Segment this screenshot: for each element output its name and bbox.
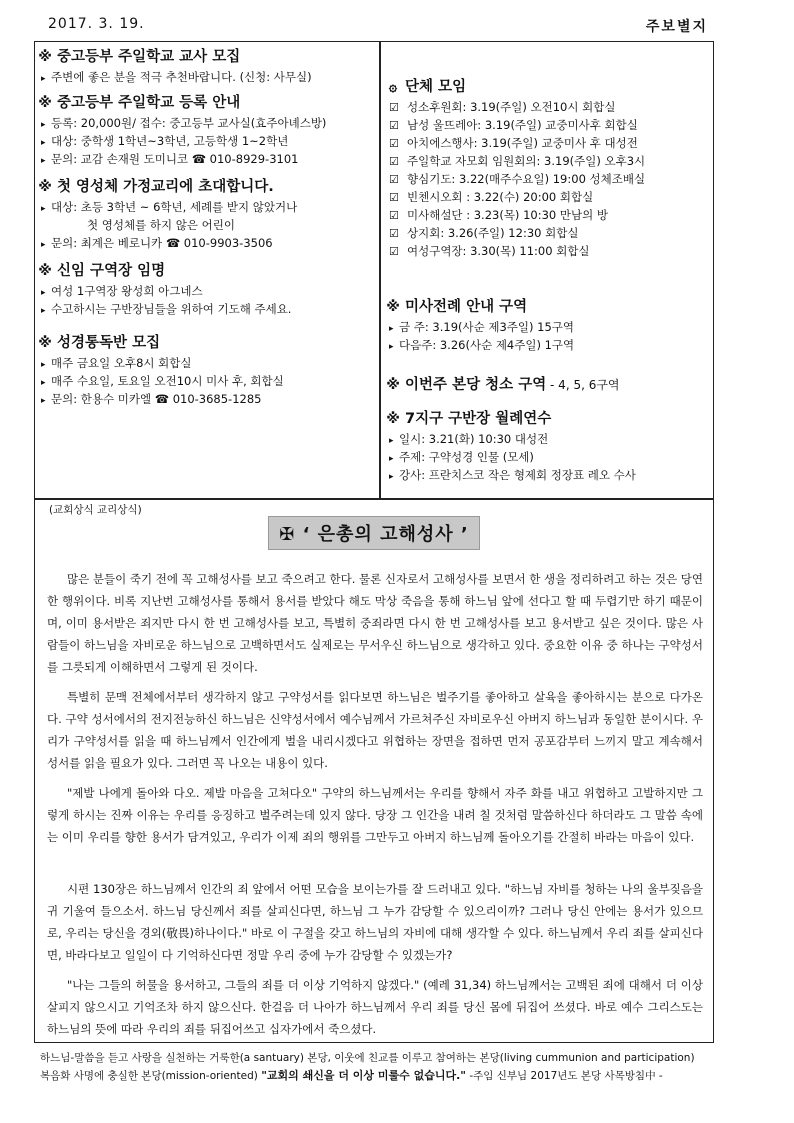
bullet-icon: ▸: [389, 342, 394, 352]
section-item: 빈첸시오회 : 3.22(수) 20:00 회합실: [407, 190, 594, 204]
column-divider: [379, 42, 381, 498]
section-item: 성소후원회: 3.19(주일) 오전10시 회합실: [407, 100, 616, 114]
checkmark-box-icon: ☑: [389, 155, 399, 168]
section-item: 상지회: 3.26(주일) 12:30 회합실: [407, 226, 579, 240]
catechism-label: (교회상식 교리상식): [49, 504, 142, 516]
section-item: 강사: 프란치스코 작은 형제회 정장표 레오 수사: [399, 468, 636, 482]
checkmark-box-icon: ☑: [389, 191, 399, 204]
section-item: 수고하시는 구반장님들을 위하여 기도해 주세요.: [51, 302, 292, 316]
section-divider: [35, 498, 713, 500]
section-item: 등록: 20,000원/ 접수: 중고등부 교사실(효주아녜스방): [51, 116, 327, 130]
article-title-wrap: [35, 516, 713, 550]
article-paragraph: 많은 분들이 죽기 전에 꼭 고해성사를 보고 죽으려고 한다. 물론 신자로서 고해성사를 보면서 한 생을 정리하려고 하는 것은 당연한 행위이다. 비록 지난번 고해성사를 통해서 용서를 받았다 해도 막상 죽음을 통해 하느님 앞에 선다고 할 때 두렵기만 하기 때문이며, 이미 용서받은 죄지만 다시 한 번 고해성사를 보고, 특별히 중죄라면 다시 한 번 고해성사를 보고 용서받고 싶은 것이다. 많은 사람들이 하느님을 자비로운 하느님으로 고백하면서도 실제로는 무서우신 하느님으로 생각하고 있다. 중요한 이유 중 하나는 구약성서를 그릇되게 이해하면서 그렇게 된 것이다.: [47, 572, 704, 674]
reference-mark-icon: ※: [38, 49, 52, 65]
section-item: 문의: 교감 손재원 도미니코 ☎ 010-8929-3101: [51, 152, 299, 166]
bullet-icon: ▸: [41, 288, 46, 298]
bullet-icon: ▸: [389, 472, 394, 482]
bullet-icon: ▸: [41, 120, 46, 130]
section-item: 첫 영성체를 하지 않은 어린이: [87, 218, 235, 232]
bullet-icon: ▸: [41, 306, 46, 316]
checkmark-box-icon: ☑: [389, 119, 399, 132]
section-item: 문의: 최계은 베로니카 ☎ 010-9903-3506: [51, 236, 273, 250]
bullet-icon: ▸: [41, 396, 46, 406]
section-title: 7지구 구반장 월례연수: [405, 411, 552, 427]
section-title: 첫 영성체 가정교리에 초대합니다.: [57, 179, 274, 195]
section-item: 여성구역장: 3.30(목) 11:00 회합실: [407, 244, 590, 258]
bulletin-frame: [34, 41, 714, 1043]
footer-motto: "교회의 쇄신을 더 이상 미룰수 없습니다.": [261, 1069, 467, 1082]
footer-line-1: 하느님-말씀을 듣고 사랑을 실천하는 거룩한(a santuary) 본당, 이웃에 친교를 이루고 참여하는 본당(living cummunion and participation): [40, 1052, 695, 1064]
bullet-icon: ▸: [389, 454, 394, 464]
bullet-icon: ▸: [41, 240, 46, 250]
bullet-icon: ▸: [41, 378, 46, 388]
checkmark-box-icon: ☑: [389, 137, 399, 150]
section-title: 중고등부 주일학교 교사 모집: [57, 49, 241, 65]
section-item: 대상: 중학생 1학년~3학년, 고등학생 1~2학년: [51, 134, 289, 148]
section-item: 일시: 3.21(화) 10:30 대성전: [399, 432, 549, 446]
section-registration: [37, 92, 377, 168]
reference-mark-icon: ※: [38, 335, 52, 351]
section-cleaning-districts: [385, 374, 711, 396]
section-new-district-leader: [37, 260, 377, 318]
bullet-icon: ▸: [41, 204, 46, 214]
section-item: 대상: 초등 3학년 ~ 6학년, 세례를 받지 않았거나: [51, 200, 298, 214]
section-title: 성경통독반 모집: [57, 335, 161, 351]
reference-mark-icon: ※: [38, 263, 52, 279]
section-item: 매주 수요일, 토요일 오전10시 미사 후, 회합실: [51, 374, 284, 388]
bulletin-title: 주보별지: [645, 19, 708, 35]
footer-line-2-suffix: -주임 신부님 2017년도 본당 사목방침中 -: [466, 1070, 663, 1082]
checkmark-box-icon: ☑: [389, 227, 399, 240]
section-item: 향심기도: 3.22(매주수요일) 19:00 성체조배실: [407, 172, 646, 186]
page-footer: [40, 1050, 740, 1085]
section-item: 주제: 구약성경 인물 (모세): [399, 450, 534, 464]
bullet-icon: ▸: [41, 156, 46, 166]
section-item: 매주 금요일 오후8시 회합실: [51, 356, 192, 370]
checkmark-box-icon: ☑: [389, 245, 399, 258]
checkmark-box-icon: ☑: [389, 209, 399, 222]
footer-line-2-prefix: 복음화 사명에 충실한 본당(mission-oriented): [40, 1070, 262, 1082]
section-item: 주일학교 자모회 임원회의: 3.19(주일) 오후3시: [407, 154, 646, 168]
article-paragraph: "제발 나에게 돌아와 다오. 제발 마음을 고쳐다오" 구약의 하느님께서는 우리를 향해서 자주 화를 내고 위협하고 고발하지만 그렇게 하시는 진짜 이유는 우리를 응징하고 벌주려는데 있지 않다. 당장 그 인간을 내려 칠 것처럼 말씀하신다 하더라도 그 말씀 속에는 이미 우리를 향한 용서가 담겨있고, 우리가 이제 죄의 행위를 그만두고 아버지 하느님께 돌아오기를 간절히 바라는 마음이 있다.: [47, 786, 703, 844]
section-item: 문의: 한용수 미카엘 ☎ 010-3685-1285: [51, 392, 262, 406]
reference-mark-icon: ※: [386, 299, 400, 315]
checkmark-box-icon: ☑: [389, 173, 399, 186]
reference-mark-icon: ※: [38, 179, 52, 195]
bullet-icon: ▸: [389, 436, 394, 446]
section-title: 단체 모임: [405, 79, 467, 95]
section-title: 미사전례 안내 구역: [405, 299, 528, 315]
reference-mark-icon: ※: [38, 95, 52, 111]
section-teacher-recruit: [37, 46, 377, 86]
bulletin-date: 2017. 3. 19.: [48, 16, 145, 32]
section-liturgy-districts: [385, 296, 711, 354]
bullet-icon: ▸: [41, 360, 46, 370]
reference-mark-icon: ※: [386, 377, 400, 393]
section-title: 신임 구역장 임명: [57, 263, 166, 279]
reference-mark-icon: ※: [386, 411, 400, 427]
section-item: 금 주: 3.19(사순 제3주일) 15구역: [399, 320, 575, 334]
flower-icon: ۞: [388, 79, 398, 95]
article-title: ✠ ‘ 은총의 고해성사 ’: [268, 516, 480, 550]
article-paragraph: 시편 130장은 하느님께서 인간의 죄 앞에서 어떤 모습을 보이는가를 잘 드러내고 있다. "하느님 자비를 청하는 나의 울부짖음을 귀 기울여 들으소서. 하느님 당신께서 죄를 살피신다면, 하느님 그 누가 감당할 수 있으리이까? 그러나 당신 안에는 용서가 있으므로, 우리는 당신을 경외(敬畏)하나이다." 바로 이 구절을 갖고 하느님의 자비에 대해 생각할 수 있다. 하느님께서 우리 죄를 살피신다면, 바라다보고 일일이 다 기억하신다면 정말 우리 중에 누가 감당할 수 있겠는가?: [47, 882, 703, 962]
section-first-communion: [37, 176, 377, 252]
checkmark-box-icon: ☑: [389, 101, 399, 114]
section-group-meetings: [385, 76, 711, 260]
bullet-icon: ▸: [41, 74, 46, 84]
section-item: 다음주: 3.26(사순 제4주일) 1구역: [399, 338, 575, 352]
section-item: 남성 울뜨레아: 3.19(주일) 교중미사후 회합실: [407, 118, 638, 132]
section-bible-reading: [37, 332, 377, 408]
section-item: 아치에스행사: 3.19(주일) 교중미사 후 대성전: [407, 136, 638, 150]
section-title: 이번주 본당 청소 구역: [405, 377, 547, 393]
section-title: 중고등부 주일학교 등록 안내: [57, 95, 241, 111]
bullet-icon: ▸: [41, 138, 46, 148]
section-item: 미사해설단 : 3.23(목) 10:30 만남의 방: [407, 208, 608, 222]
article-paragraph: 특별히 문맥 전체에서부터 생각하지 않고 구약성서를 읽다보면 하느님은 벌주기를 좋아하고 살육을 좋아하시는 분으로 다가온다. 구약 성서에서의 전지전능하신 하느님은 신약성서에서 예수님께서 가르쳐주신 자비로우신 아버지 하느님과 동일한 분이시다. 우리가 구약성서를 읽을 때 하느님께서 인간에게 벌을 내리시겠다고 위협하는 장면을 접하면 먼저 공포감부터 느끼지 말고 계속해서 성서를 읽을 필요가 있다. 그러면 꼭 나오는 내용이 있다.: [47, 690, 703, 770]
page-header: [46, 12, 710, 42]
article-paragraph: "나는 그들의 허물을 용서하고, 그들의 죄를 더 이상 기억하지 않겠다." (예레 31,34) 하느님께서는 고백된 죄에 대해서 더 이상 살피지 않으시고 기억조차 하지 않으신다. 한걸음 더 나아가 하느님께서 우리 죄를 당신 몸에 뒤집어 쓰셨다. 바로 예수 그리스도는 하느님의 뜻에 따라 우리의 죄를 뒤집어쓰고 십자가에서 죽으셨다.: [47, 978, 703, 1036]
footer-line-2: [40, 1067, 740, 1085]
cleaning-districts-value: - 4, 5, 6구역: [546, 378, 620, 392]
bullet-icon: ▸: [389, 324, 394, 334]
section-item: 여성 1구역장 왕성희 아그네스: [51, 284, 203, 298]
section-item: 주변에 좋은 분을 적극 추천바랍니다. (신청: 사무실): [51, 70, 312, 84]
section-leaders-training: [385, 408, 711, 484]
